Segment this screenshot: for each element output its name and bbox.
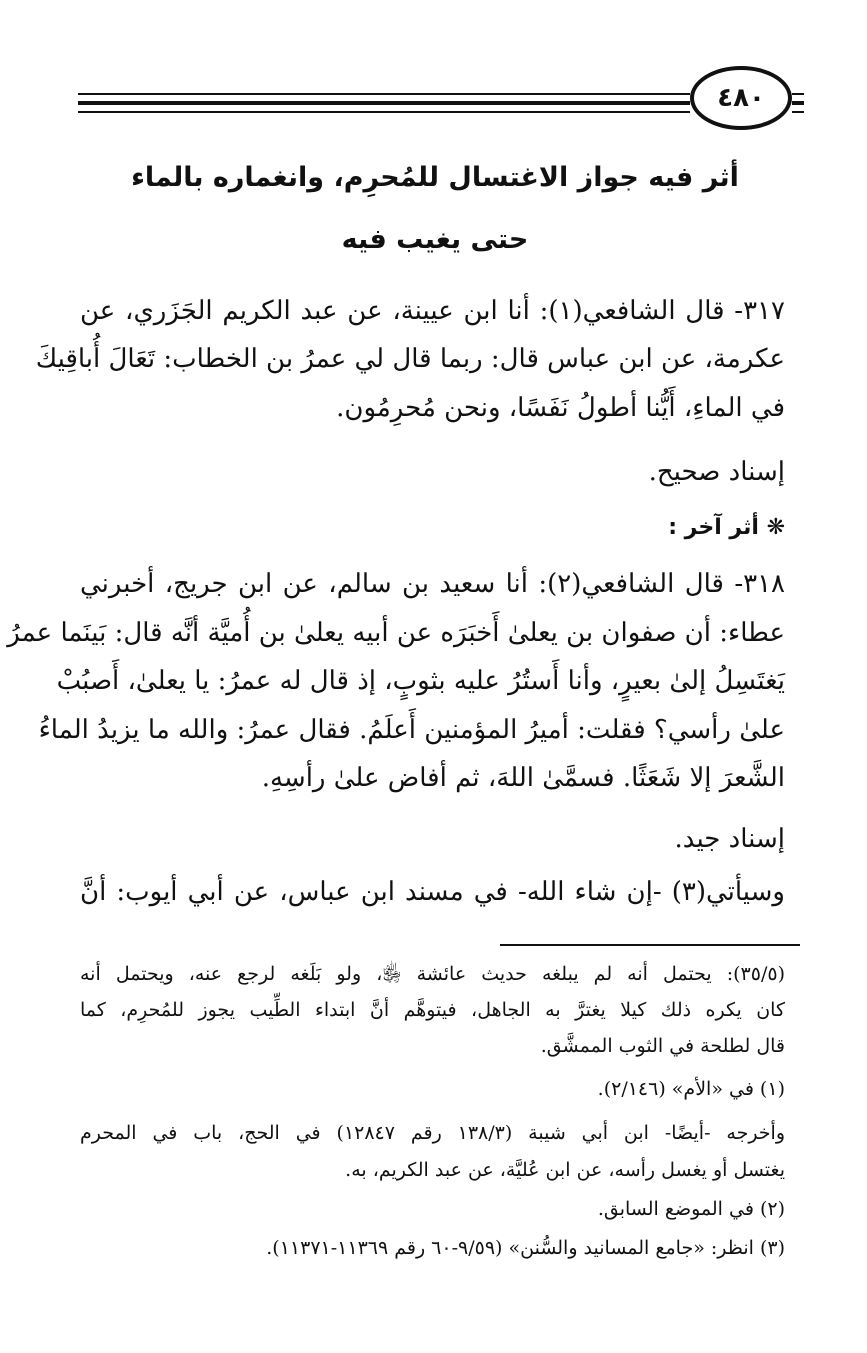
chapter-title-line-2: حتى يغيب فيه xyxy=(341,224,529,255)
body-line: وسيأتي(٣) -إن شاء الله- في مسند ابن عباس، عن أبي أيوب: أنَّ xyxy=(80,877,785,907)
body-line: ٣١٧- قال الشافعي(١): أنا ابن عيينة، عن عبد الكريم الجَزَري، عن xyxy=(80,296,785,326)
body-line: ٣١٨- قال الشافعي(٢): أنا سعيد بن سالم، عن ابن جريج، أخبرني xyxy=(80,569,786,599)
chapter-title-line-1: أثر فيه جواز الاغتسال للمُحرِم، وانغماره بالماء xyxy=(131,162,739,193)
footnote-line: كان يكره ذلك كيلا يغترَّ به الجاهل، فيتوهَّم أنَّ ابتداء الطِّيب يجوز للمُحرِم، كما xyxy=(80,999,785,1021)
body-line: علىٰ رأسي؟ فقلت: أميرُ المؤمنين أَعلَمُ. فقال عمرُ: والله ما يزيدُ الماءُ xyxy=(38,715,785,745)
header-rule-right-thick xyxy=(792,101,804,105)
subheading-another-athar: ❋ أثر آخر : xyxy=(668,515,785,540)
header-rule-thin-lower xyxy=(78,111,690,113)
body-line: الشَّعرَ إلا شَعَثًا. فسمَّىٰ اللهَ، ثم أفاض علىٰ رأسِهِ. xyxy=(261,763,785,793)
page-number: ٤٨٠ xyxy=(690,66,792,130)
footnote-line: وأخرجه -أيضًا- ابن أبي شيبة (١٣٨/٣ رقم ١٢٨٤٧) في الحج، باب في المحرم xyxy=(80,1122,785,1144)
header-rule-thick xyxy=(78,101,690,105)
header-rule-right-thin xyxy=(792,93,804,95)
footnote-line: (٣) انظر: «جامع المسانيد والسُّنن» (٩/٥٩-٦٠ رقم ١١٣٦٩-١١٣٧١). xyxy=(266,1237,785,1259)
body-line: يَغتَسِلُ إلىٰ بعيرٍ، وأنا أَستُرُ عليه بثوبٍ، إذ قال له عمرُ: يا يعلىٰ، أَصبُبْ xyxy=(56,666,785,696)
footnote-separator xyxy=(500,944,800,946)
body-line: عطاء: أن صفوان بن يعلىٰ أَخبَرَه عن أبيه يعلىٰ بن أُميَّة أنَّه قال: بَينَما عمرُ xyxy=(7,618,785,648)
footnote-line: (١) في «الأم» (٢/١٤٦). xyxy=(597,1078,785,1100)
header-rule-right-thin-lower xyxy=(792,111,804,113)
body-line: إسناد جيد. xyxy=(674,824,785,854)
body-line: عكرمة، عن ابن عباس قال: ربما قال لي عمرُ بن الخطاب: تَعَالَ أُباقِيكَ xyxy=(35,344,785,374)
footnote-line: (٢) في الموضع السابق. xyxy=(597,1198,785,1220)
footnote-line: (٣٥/٥): يحتمل أنه لم يبلغه حديث عائشة ﵂، ولو بَلَغه لرجع عنه، ويحتمل أنه xyxy=(80,963,785,985)
footnote-line: يغتسل أو يغسل رأسه، عن ابن عُليَّة، عن عبد الكريم، به. xyxy=(345,1159,785,1181)
body-line: إسناد صحيح. xyxy=(648,457,785,487)
body-line: في الماءِ، أَيُّنا أطولُ نَفَسًا، ونحن مُحرِمُون. xyxy=(336,393,785,423)
footnote-line: قال لطلحة في الثوب الممشَّق. xyxy=(540,1035,785,1057)
header-rule-thin xyxy=(78,93,690,95)
